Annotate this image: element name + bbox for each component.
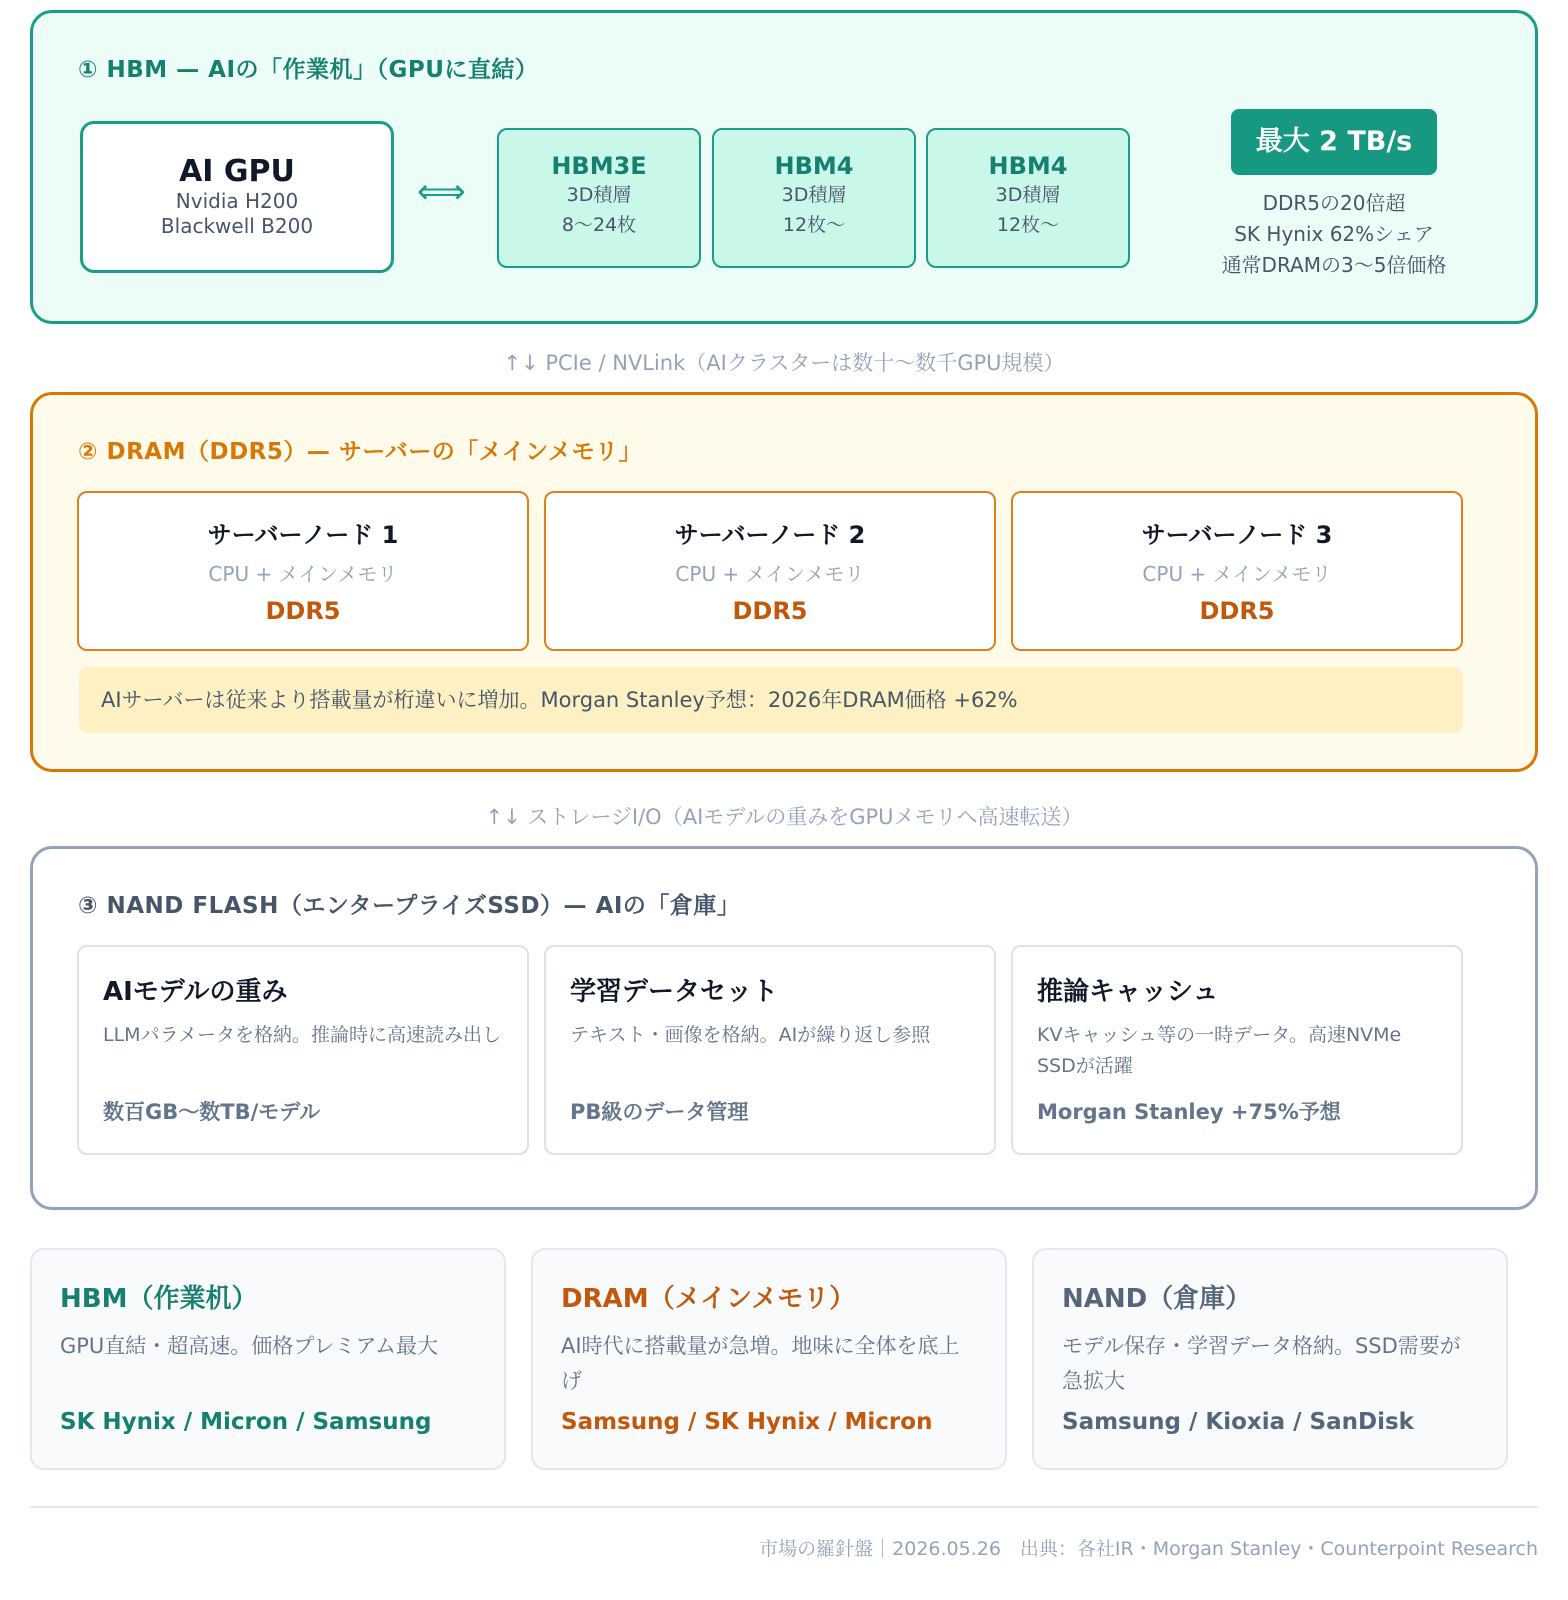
server-node-title: サーバーノード 3 [1141, 521, 1333, 549]
nand-card-desc: LLMパラメータを格納。推論時に高速読み出し [103, 1024, 501, 1046]
footer-source: 市場の羅針盤｜2026.05.26 出典：各社IR・Morgan Stanley・Counterpoint Research [759, 1538, 1538, 1560]
summary-makers: SK Hynix / Micron / Samsung [60, 1409, 432, 1435]
server-node-title: サーバーノード 2 [674, 521, 866, 549]
dram-layer [30, 392, 1538, 772]
dram-note: AIサーバーは従来より搭載量が桁違いに増加。Morgan Stanley予想：2026年DRAM価格 +62% [79, 667, 1463, 733]
summary-desc: モデル保存・学習データ格納。SSD需要が急拡大 [1062, 1334, 1461, 1393]
summary-title: HBM（作業机） [60, 1284, 258, 1314]
nand-card-key: PB級のデータ管理 [570, 1100, 749, 1124]
summary-desc: AI時代に搭載量が急増。地味に全体を底上げ [561, 1334, 960, 1393]
summary-card-nand [1032, 1248, 1508, 1470]
server-node [77, 491, 529, 651]
gpu-model-2: Blackwell B200 [160, 214, 314, 238]
nand-card-title: AIモデルの重み [103, 977, 288, 1007]
hbm-stack-type: 3D積層 [566, 184, 632, 206]
hbm-stack-layers: 12枚〜 [996, 214, 1060, 236]
summary-card-dram [531, 1248, 1007, 1470]
footer-divider [30, 1506, 1538, 1508]
nand-card-title: 学習データセット [570, 977, 779, 1007]
hbm-note: SK Hynix 62%シェア [1234, 222, 1434, 246]
nand-card [77, 945, 529, 1155]
connector-pcie: ↑↓ PCIe / NVLink（AIクラスターは数十〜数千GPU規模） [503, 351, 1065, 375]
hbm-notes [1173, 188, 1495, 281]
hbm-stack-name: HBM4 [988, 152, 1068, 180]
hbm-stack [926, 128, 1130, 268]
server-node-memory: DDR5 [265, 597, 341, 625]
connector-storage-io: ↑↓ ストレージI/O（AIモデルの重みをGPUメモリへ高速転送） [485, 805, 1083, 829]
server-node-sub: CPU + メインメモリ [208, 562, 398, 586]
hbm-stack-name: HBM4 [774, 152, 854, 180]
hbm-note: DDR5の20倍超 [1262, 191, 1406, 215]
summary-title: NAND（倉庫） [1062, 1284, 1252, 1314]
nand-card-desc: テキスト・画像を格納。AIが繰り返し参照 [570, 1024, 931, 1046]
hbm-stack [712, 128, 916, 268]
nand-card-key: 数百GB〜数TB/モデル [103, 1100, 321, 1124]
nand-card [1011, 945, 1463, 1155]
summary-title: DRAM（メインメモリ） [561, 1284, 856, 1314]
server-node-title: サーバーノード 1 [207, 521, 399, 549]
server-node-sub: CPU + メインメモリ [675, 562, 865, 586]
hbm-layer [30, 10, 1538, 324]
hbm-stack-type: 3D積層 [995, 184, 1061, 206]
server-node-sub: CPU + メインメモリ [1142, 562, 1332, 586]
hbm-stack [497, 128, 701, 268]
gpu-model-1: Nvidia H200 [175, 189, 299, 213]
summary-makers: Samsung / SK Hynix / Micron [561, 1409, 933, 1435]
nand-card-desc: KVキャッシュ等の一時データ。高速NVMe SSDが活躍 [1037, 1024, 1402, 1077]
nand-card-key: Morgan Stanley +75%予想 [1037, 1100, 1341, 1124]
server-node [544, 491, 996, 651]
nand-layer-title: ③ NAND FLASH（エンタープライズSSD）— AIの「倉庫」 [78, 893, 741, 919]
nand-layer [30, 846, 1538, 1210]
hbm-stack-layers: 12枚〜 [782, 214, 846, 236]
dram-layer-title: ② DRAM（DDR5）— サーバーの「メインメモリ」 [78, 439, 643, 465]
server-node [1011, 491, 1463, 651]
double-arrow-icon: ⟺ [417, 172, 466, 212]
nand-card-title: 推論キャッシュ [1037, 977, 1219, 1007]
server-node-memory: DDR5 [1199, 597, 1275, 625]
summary-makers: Samsung / Kioxia / SanDisk [1062, 1409, 1414, 1435]
server-node-memory: DDR5 [732, 597, 808, 625]
hbm-note: 通常DRAMの3〜5倍価格 [1221, 253, 1447, 277]
hbm-stack-layers: 8〜24枚 [561, 214, 637, 236]
bandwidth-badge: 最大 2 TB/s [1231, 109, 1437, 175]
hbm-stack-type: 3D積層 [781, 184, 847, 206]
gpu-title: AI GPU [179, 154, 295, 189]
gpu-box [80, 121, 394, 273]
hbm-stack-name: HBM3E [551, 152, 647, 180]
summary-card-hbm [30, 1248, 506, 1470]
nand-card [544, 945, 996, 1155]
summary-desc: GPU直結・超高速。価格プレミアム最大 [60, 1334, 438, 1358]
hbm-layer-title: ① HBM — AIの「作業机」（GPUに直結） [78, 57, 539, 83]
